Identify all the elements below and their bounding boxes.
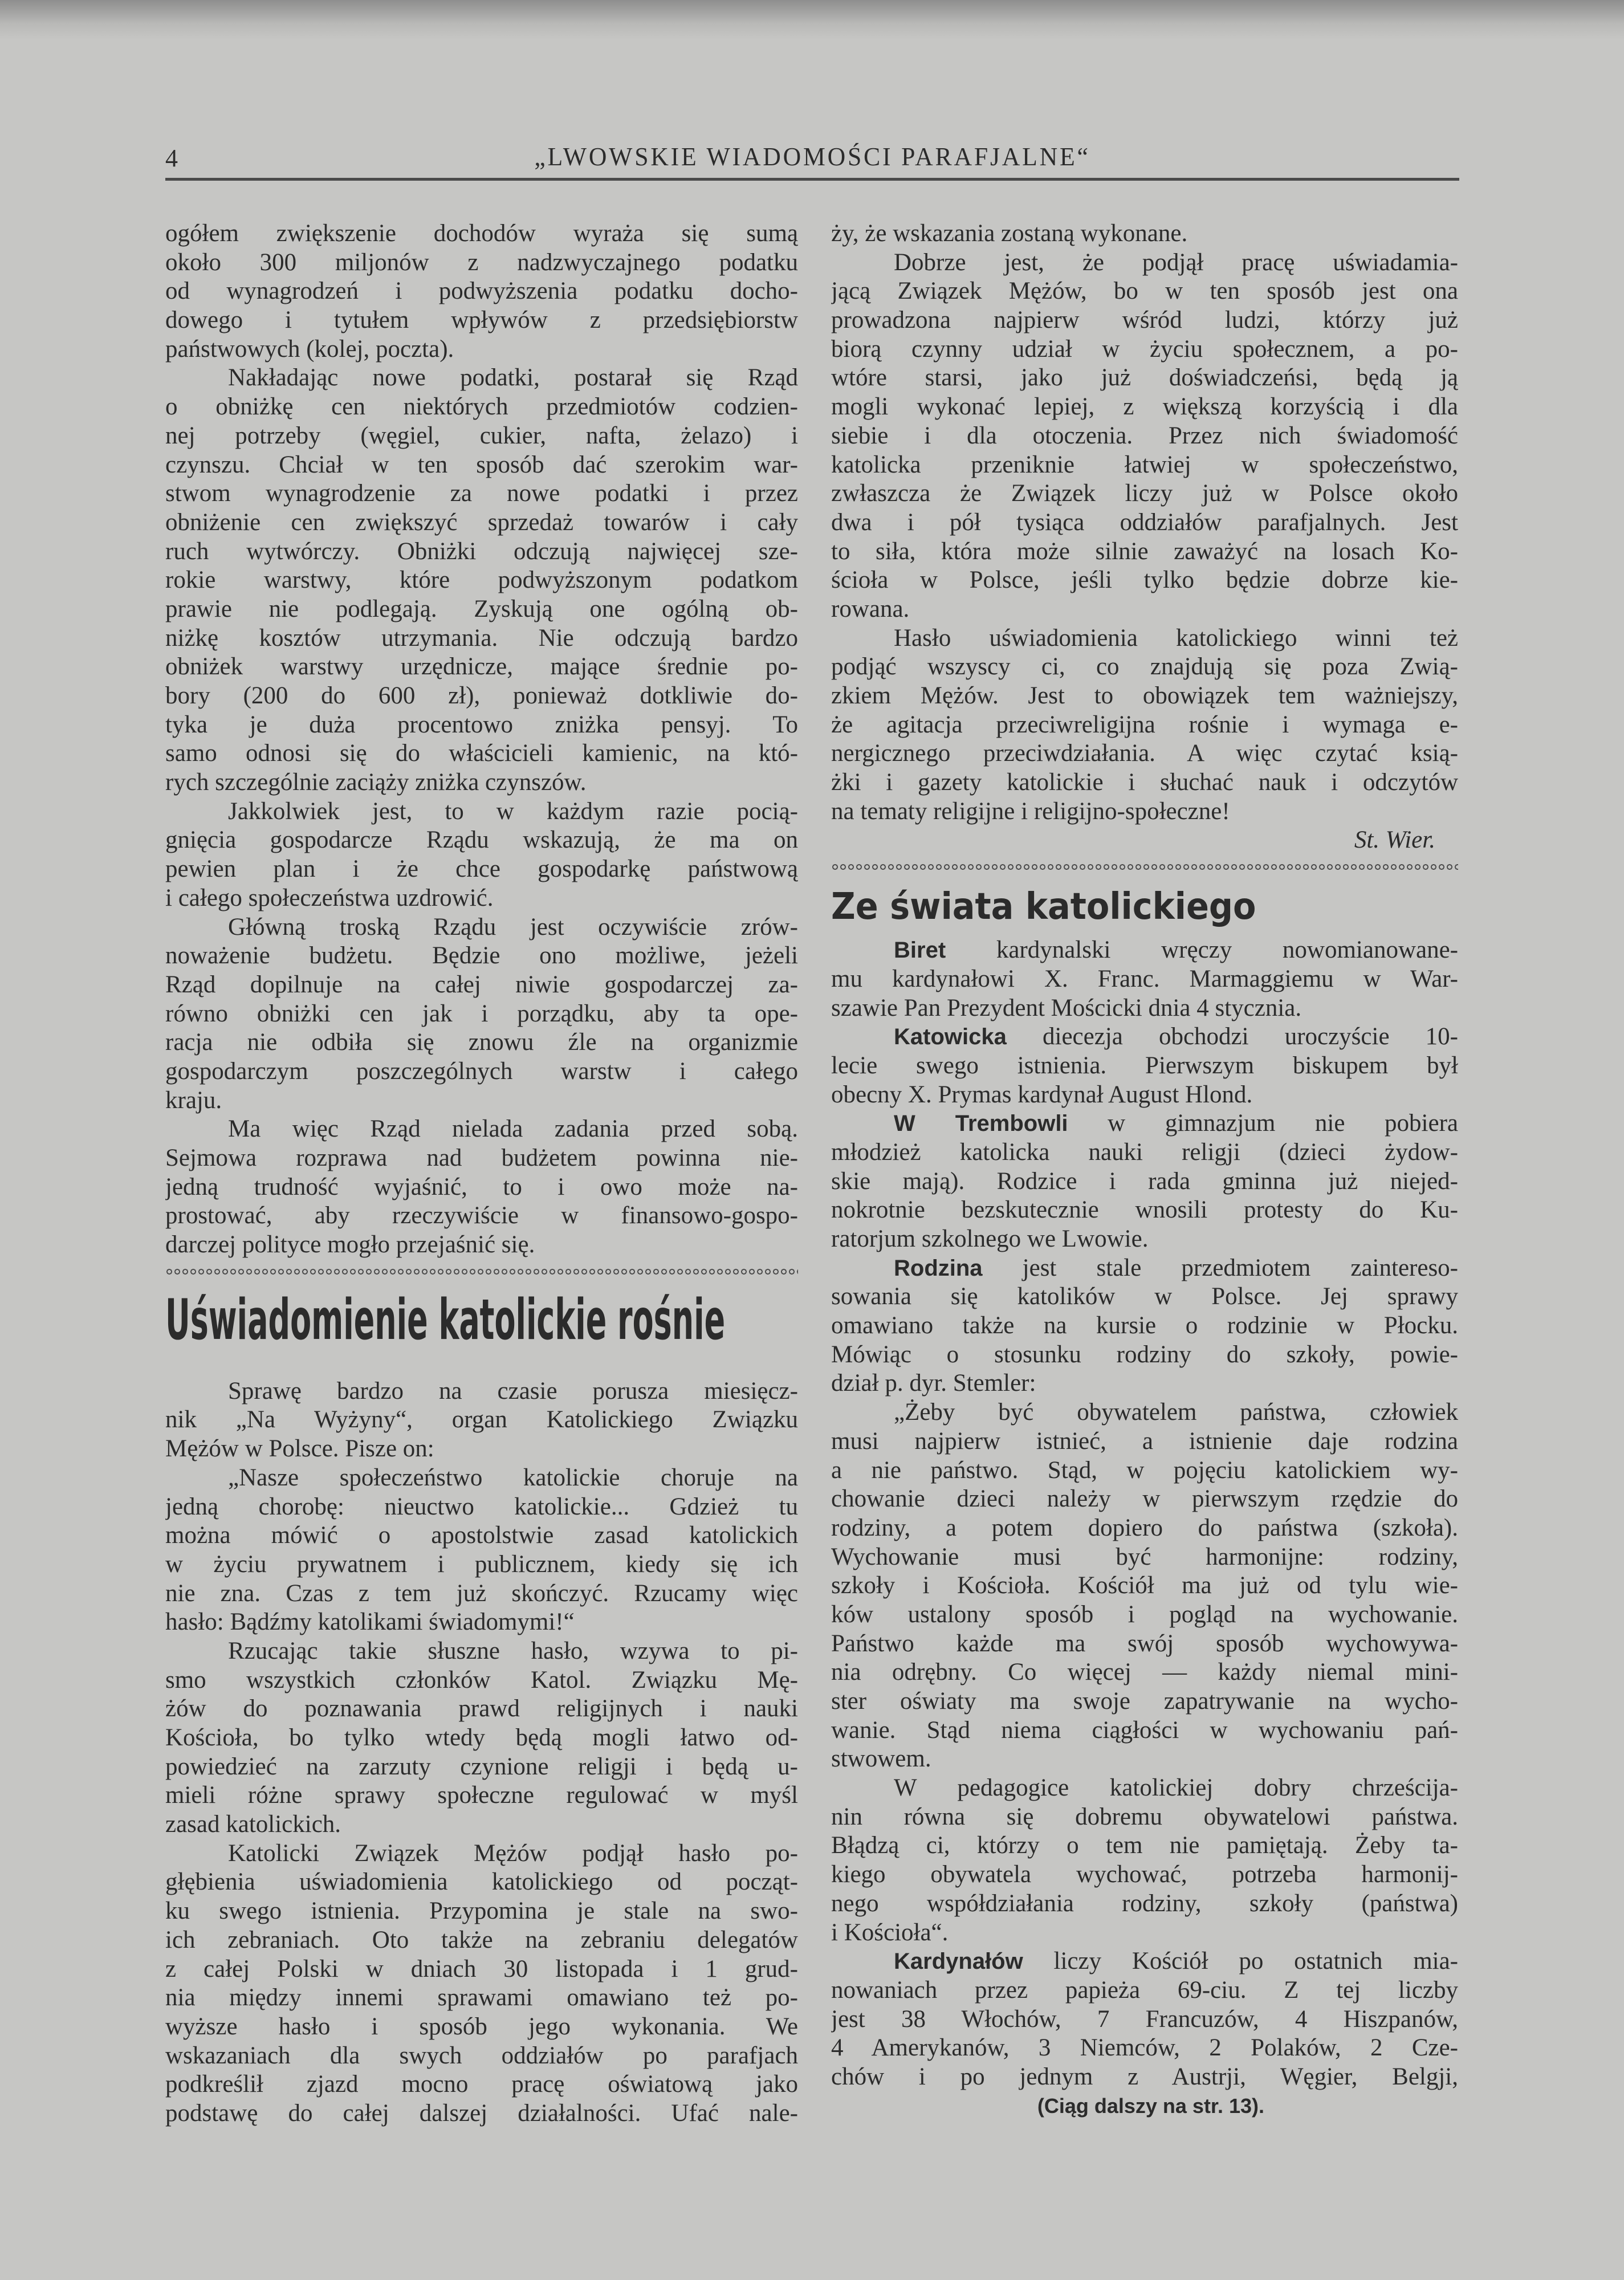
text-line xyxy=(831,994,1458,1023)
text-line xyxy=(831,768,1458,797)
text-line xyxy=(831,2005,1458,2034)
text-line xyxy=(165,711,798,740)
text-line xyxy=(165,451,798,480)
line-text: ich zebraniach. Oto także na zebraniu delegatów xyxy=(165,1926,798,1953)
text-line xyxy=(165,1666,798,1695)
bold-lead-word: Kardynałów xyxy=(894,1949,1023,1974)
line-text: ruch wytwórczy. Obniżki odczują najwięcej sze- xyxy=(165,538,798,565)
paragraph xyxy=(831,1254,1458,1398)
paragraph xyxy=(831,1774,1458,1947)
text-line xyxy=(831,277,1458,306)
line-text: „Nasze społeczeństwo katolickie choruje na xyxy=(228,1464,798,1491)
line-text: o obniżkę cen niektórych przedmiotów codzien- xyxy=(165,393,798,421)
text-line xyxy=(165,768,798,797)
paragraph xyxy=(165,219,798,364)
text-line xyxy=(165,1637,798,1666)
text-line xyxy=(831,249,1458,278)
line-text: zwłaszcza że Związek liczy już w Polsce około xyxy=(831,480,1458,507)
line-text: zkiem Mężów. Jest to obowiązek tem ważniejszy, xyxy=(831,682,1458,709)
line-text: Rząd dopilnuje na całej niwie gospodarczej za- xyxy=(165,971,798,998)
line-text: na tematy religijne i religijno-społeczne! xyxy=(831,797,1230,825)
paragraph xyxy=(165,1464,798,1637)
line-text: jest stale przedmiotem zaintereso- xyxy=(982,1254,1458,1281)
line-text: musi najpierw istnieć, a istnienie daje rodzina xyxy=(831,1427,1458,1455)
line-text: chów i po jednym z Austrji, Węgier, Belgji, xyxy=(831,2063,1458,2090)
line-text: i Kościoła“. xyxy=(831,1919,949,1946)
line-text: dwa i pół tysiąca oddziałów parafjalnych. Jest xyxy=(831,508,1458,536)
line-text: Katolicki Związek Mężów podjął hasło po- xyxy=(228,1839,798,1867)
text-line xyxy=(831,1976,1458,2005)
line-text: Kościoła, bo tylko wtedy będą mogli łatwo od- xyxy=(165,1724,798,1751)
text-line xyxy=(165,1810,798,1839)
text-line xyxy=(165,826,798,855)
text-line xyxy=(165,739,798,768)
line-text: mu kardynałowi X. Franc. Marmaggiemu w War- xyxy=(831,965,1458,992)
line-text: Błądzą ci, którzy o tem nie pamiętają. Żeby ta- xyxy=(831,1832,1458,1859)
text-line xyxy=(831,335,1458,364)
text-line xyxy=(831,451,1458,480)
text-line xyxy=(831,1831,1458,1860)
line-text: stwom wynagrodzenie za nowe podatki i przez xyxy=(165,480,798,507)
text-line xyxy=(831,1485,1458,1514)
line-text: nin równa się dobremu obywatelowi państwa. xyxy=(831,1803,1458,1830)
line-text: wanie. Stąd niema ciągłości w wychowaniu pań- xyxy=(831,1716,1458,1744)
text-line xyxy=(165,942,798,971)
line-text: od wynagrodzeń i podwyższenia podatku docho- xyxy=(165,278,798,305)
text-line xyxy=(165,1695,798,1724)
left-column xyxy=(165,219,798,2128)
text-line xyxy=(165,219,798,249)
bold-lead-word: Katowicka xyxy=(894,1024,1007,1050)
text-line xyxy=(831,1745,1458,1774)
line-text: obecny X. Prymas kardynał August Hlond. xyxy=(831,1081,1253,1108)
text-line xyxy=(831,1081,1458,1110)
line-text: liczy Kościół po ostatnich mia- xyxy=(1023,1948,1458,1975)
line-text: z całej Polski w dniach 30 listopada i 1 grud- xyxy=(165,1955,798,1982)
paragraph xyxy=(165,1637,798,1839)
line-text: wtóre starsi, jako już doświadczeńsi, będą ją xyxy=(831,364,1458,392)
text-line xyxy=(831,965,1458,994)
text-line xyxy=(165,1144,798,1173)
section-headline: Ze świata katolickiego xyxy=(831,886,1256,929)
text-line xyxy=(165,249,798,278)
text-line xyxy=(165,1984,798,2013)
line-text: nia odrębny. Co więcej — każdy niemal mini- xyxy=(831,1659,1458,1686)
paragraph xyxy=(831,1109,1458,1253)
text-line xyxy=(831,1947,1458,1976)
text-line xyxy=(831,1630,1458,1659)
text-line xyxy=(831,1138,1458,1167)
line-text: biorą czynny udział w życiu społecznem, a po- xyxy=(831,335,1458,363)
line-text: prawie nie podlegają. Zyskują one ogólną ob- xyxy=(165,595,798,622)
text-line xyxy=(165,422,798,451)
line-text: Główną troską Rządu jest oczywiście zrów- xyxy=(228,913,798,940)
text-line xyxy=(831,1109,1458,1138)
line-text: skie mają). Rodzice i rada gminna już niejed- xyxy=(831,1167,1458,1195)
text-line xyxy=(831,739,1458,768)
line-text: rowana. xyxy=(831,595,910,622)
text-line xyxy=(165,682,798,711)
text-line xyxy=(165,2013,798,2042)
text-line xyxy=(165,1000,798,1029)
line-text: Nakładając nowe podatki, postarał się Rząd xyxy=(228,364,798,392)
line-text: ogółem zwiększenie dochodów wyraża się sumą xyxy=(165,220,798,247)
line-text: dział p. dyr. Stemler: xyxy=(831,1370,1036,1397)
line-text: nowaniach przez papieża 69-ciu. Z tej liczby xyxy=(831,1976,1458,2004)
text-line xyxy=(165,1550,798,1579)
line-text: w gimnazjum nie pobiera xyxy=(1068,1110,1458,1137)
line-text: powiedzieć na zarzuty czynione religji i będą u- xyxy=(165,1753,798,1780)
text-line xyxy=(165,1377,798,1406)
text-line xyxy=(831,1167,1458,1196)
text-line xyxy=(165,1521,798,1550)
bold-lead-word: Biret xyxy=(894,938,946,963)
newspaper-title: „LWOWSKIE WIADOMOŚCI PARAFJALNE“ xyxy=(534,142,1090,171)
line-text: racja nie odbiła się znowu źle na organizmie xyxy=(165,1029,798,1056)
page-number: 4 xyxy=(165,144,178,172)
header-rule xyxy=(165,178,1459,181)
text-line xyxy=(165,393,798,422)
line-text: że agitacja przeciwreligijna rośnie i wymaga e- xyxy=(831,711,1458,738)
line-text: żki i gazety katolickie i słuchać nauk i odczytów xyxy=(831,769,1458,796)
text-line xyxy=(165,538,798,567)
text-line xyxy=(831,1398,1458,1427)
text-line xyxy=(165,1202,798,1231)
text-line xyxy=(165,1115,798,1144)
line-text: ku swego istnienia. Przypomina je stale na swo- xyxy=(165,1898,798,1925)
paragraph xyxy=(165,913,798,1115)
text-line xyxy=(165,653,798,682)
text-line xyxy=(831,1369,1458,1398)
text-line xyxy=(165,2042,798,2071)
line-text: Mówiąc o stosunku rodziny do szkoły, powie- xyxy=(831,1341,1458,1368)
line-text: a nie państwo. Stąd, w pojęciu katolickiem wy- xyxy=(831,1456,1458,1484)
line-text: mogli wykonać lepiej, z większą korzyścią i dla xyxy=(831,393,1458,421)
text-line xyxy=(831,1052,1458,1081)
text-line xyxy=(165,884,798,913)
text-line xyxy=(165,1724,798,1753)
text-line xyxy=(831,2063,1458,2092)
text-line xyxy=(165,479,798,508)
bold-lead-word: W Trembowli xyxy=(894,1111,1068,1137)
line-text: nokrotnie bezskutecznie wnosili protesty do Ku- xyxy=(831,1196,1458,1224)
line-text: jedną trudność wyjaśnić, to i owo może na- xyxy=(165,1173,798,1200)
text-line xyxy=(165,1464,798,1493)
line-text: diecezja obchodzi uroczyście 10- xyxy=(1006,1023,1458,1051)
text-line xyxy=(165,2070,798,2099)
line-text: Jakkolwiek jest, to w każdym razie pocią- xyxy=(228,797,798,825)
paragraph xyxy=(831,219,1458,249)
text-line xyxy=(831,1543,1458,1572)
line-text: szawie Pan Prezydent Mościcki dnia 4 stycznia. xyxy=(831,994,1302,1021)
line-text: kardynalski wręczy nowomianowane- xyxy=(946,937,1458,964)
paragraph xyxy=(165,1839,798,2128)
text-line xyxy=(831,682,1458,711)
line-text: zasad katolickich. xyxy=(165,1811,341,1838)
text-line xyxy=(831,508,1458,538)
line-text: dowego i tytułem wpływów z przedsiębiorstw xyxy=(165,307,798,334)
text-line xyxy=(165,1231,798,1260)
line-text: państwowych (kolej, poczta). xyxy=(165,335,454,363)
paragraph xyxy=(831,249,1458,624)
text-line xyxy=(831,1601,1458,1630)
line-text: ków ustalony sposób i pogląd na wychowanie. xyxy=(831,1601,1458,1628)
line-text: bory (200 do 600 zł), ponieważ dotkliwie do- xyxy=(165,682,798,709)
line-text: chowanie dzieci należy w pierwszym rzędzie do xyxy=(831,1485,1458,1513)
text-line xyxy=(831,653,1458,682)
line-text: ścioła w Polsce, jeśli tylko będzie dobrze kie- xyxy=(831,567,1458,594)
paragraph xyxy=(165,364,798,797)
text-line xyxy=(165,913,798,942)
text-line xyxy=(165,1579,798,1609)
text-line xyxy=(831,936,1458,965)
line-text: smo wszystkich członków Katol. Związku Mę- xyxy=(165,1666,798,1693)
line-text: prostować, aby rzeczywiście w finansowo-gospo- xyxy=(165,1202,798,1229)
text-line xyxy=(831,393,1458,422)
line-text: mieli różne sprawy społeczne regulować w myśl xyxy=(165,1782,798,1809)
line-text: sowania się katolików w Polsce. Jej sprawy xyxy=(831,1283,1458,1310)
text-line xyxy=(831,566,1458,595)
paragraph xyxy=(831,624,1458,826)
text-line xyxy=(831,1282,1458,1312)
text-line xyxy=(831,1687,1458,1716)
page-header xyxy=(165,137,1459,177)
line-text: rodziny, a potem dopiero do państwa (szkoła). xyxy=(831,1514,1458,1541)
line-text: prowadzona najpierw wśród ludzi, którzy już xyxy=(831,307,1458,334)
line-text: stwowem. xyxy=(831,1745,931,1773)
line-text: nego współdziałania rodziny, szkoły (państwa) xyxy=(831,1890,1458,1917)
line-text: to siła, która może silnie zaważyć na losach Ko- xyxy=(831,538,1458,565)
text-line xyxy=(831,797,1458,826)
text-line xyxy=(165,335,798,364)
line-text: czynszu. Chciał w ten sposób dać szerokim war- xyxy=(165,451,798,478)
text-line xyxy=(165,1435,798,1464)
line-text: tyka je duża procentowo zniżka pensyj. To xyxy=(165,711,798,738)
text-line xyxy=(165,1753,798,1782)
line-text: Sejmowa rozprawa nad budżetem powinna nie- xyxy=(165,1145,798,1171)
text-line xyxy=(831,595,1458,624)
line-text: omawiano także na kursie o rodzinie w Płocku. xyxy=(831,1312,1458,1339)
line-text: niżkę kosztów utrzymania. Nie odczują bardzo xyxy=(165,624,798,652)
text-line xyxy=(165,1608,798,1637)
text-line xyxy=(831,1919,1458,1948)
text-line xyxy=(831,364,1458,393)
text-line xyxy=(831,1254,1458,1283)
line-text: Rzucając takie słuszne hasło, wzywa to pi- xyxy=(228,1637,798,1664)
line-text: obniżek warstwy urzędnicze, mające średnie po- xyxy=(165,653,798,681)
text-line xyxy=(831,1341,1458,1370)
line-text: wskazaniach dla swych oddziałów po parafjach xyxy=(165,2042,798,2069)
line-text: Państwo każde ma swój sposób wychowywa- xyxy=(831,1630,1458,1657)
text-line xyxy=(165,1839,798,1868)
text-line xyxy=(831,1774,1458,1803)
line-text: Hasło uświadomienia katolickiego winni też xyxy=(894,624,1458,652)
line-text: noważenie budżetu. Będzie ono możliwe, jeżeli xyxy=(165,942,798,970)
ornamental-divider xyxy=(831,863,1458,871)
line-text: można mówić o apostolstwie zasad katolickich xyxy=(165,1522,798,1549)
line-text: kraju. xyxy=(165,1086,222,1114)
text-line xyxy=(165,364,798,393)
text-line xyxy=(165,971,798,1000)
text-line xyxy=(165,1955,798,1984)
line-text: i całego społeczeństwa uzdrowić. xyxy=(165,884,494,911)
paragraph xyxy=(831,1947,1458,2091)
text-line xyxy=(165,595,798,624)
text-line xyxy=(831,1571,1458,1601)
line-text: głębienia uświadomienia katolickiego od począt- xyxy=(165,1868,798,1896)
text-line xyxy=(831,219,1458,249)
line-text: jest 38 Włochów, 7 Francuzów, 4 Hiszpanów, xyxy=(831,2005,1458,2033)
line-text: darczej polityce mogło przejaśnić się. xyxy=(165,1231,535,1259)
paragraph xyxy=(831,936,1458,1023)
scan-top-edge xyxy=(0,0,1624,40)
paragraph xyxy=(165,1377,798,1464)
text-line xyxy=(831,1427,1458,1456)
text-line xyxy=(831,1860,1458,1890)
text-line xyxy=(165,1926,798,1955)
right-column xyxy=(831,219,1458,2120)
text-line xyxy=(831,479,1458,508)
text-line xyxy=(831,1225,1458,1254)
text-line xyxy=(165,624,798,653)
text-line xyxy=(165,1781,798,1810)
text-line xyxy=(831,624,1458,653)
line-text: równo obniżki cen jak i porządku, aby ta ope- xyxy=(165,1000,798,1027)
ornamental-divider xyxy=(165,1268,798,1276)
text-line xyxy=(165,306,798,335)
text-line xyxy=(831,1803,1458,1832)
text-line xyxy=(831,538,1458,567)
article-headline: Uświadomienie katolickie rośnie xyxy=(165,1287,726,1353)
line-text: samo odnosi się do właścicieli kamienic, na któ- xyxy=(165,740,798,767)
line-text: Dobrze jest, że podjął pracę uświadamia- xyxy=(894,249,1458,276)
text-line xyxy=(831,1312,1458,1341)
line-text: nik „Na Wyżyny“, organ Katolickiego Związku xyxy=(165,1406,798,1434)
line-text: W pedagogice katolickiej dobry chrześcija- xyxy=(894,1774,1458,1802)
line-text: Sprawę bardzo na czasie porusza miesięcz- xyxy=(228,1377,798,1404)
text-line xyxy=(831,711,1458,740)
line-text: podjąć wszyscy ci, co znajdują się poza Zwią- xyxy=(831,653,1458,681)
text-line xyxy=(831,1716,1458,1745)
text-line xyxy=(831,2034,1458,2063)
line-text: rokie warstwy, które podwyższonym podatkom xyxy=(165,567,798,594)
text-line xyxy=(831,1196,1458,1225)
line-text: młodzież katolicka nauki religji (dzieci żydow- xyxy=(831,1138,1458,1166)
line-text: nia między innemi sprawami omawiano też po- xyxy=(165,1984,798,2012)
text-line xyxy=(165,2099,798,2128)
text-line xyxy=(165,566,798,595)
line-text: gnięcia gospodarcze Rządu wskazują, że ma on xyxy=(165,826,798,854)
line-text: ratorjum szkolnego we Lwowie. xyxy=(831,1226,1149,1252)
line-text: jącą Związek Mężów, bo w ten sposób jest ona xyxy=(831,278,1458,305)
text-line xyxy=(165,1406,798,1435)
line-text: katolicka przeniknie łatwiej w społeczeństwo, xyxy=(831,451,1458,478)
text-line xyxy=(165,508,798,538)
line-text: nej potrzeby (węgiel, cukier, nafta, żelazo) i xyxy=(165,422,798,449)
text-line xyxy=(831,1514,1458,1543)
line-text: nie zna. Czas z tem już skończyć. Rzucamy więc xyxy=(165,1579,798,1607)
line-text: około 300 miljonów z nadzwyczajnego podatku xyxy=(165,249,798,276)
text-line xyxy=(165,1868,798,1897)
line-text: podkreślił zjazd mocno pracę oświatową jako xyxy=(165,2071,798,2098)
text-line xyxy=(831,1890,1458,1919)
line-text: wyższe hasło i sposób jego wykonania. We xyxy=(165,2013,798,2040)
line-text: nergicznego przeciwdziałania. A więc czytać ksią- xyxy=(831,740,1458,767)
line-text: szkoły i Kościoła. Kościół ma już od tylu wie- xyxy=(831,1572,1458,1599)
text-line xyxy=(165,1028,798,1057)
text-line xyxy=(165,1057,798,1086)
text-line xyxy=(831,1658,1458,1687)
paragraph xyxy=(831,1023,1458,1109)
line-text: hasło: Bądźmy katolikami świadomymi!“ xyxy=(165,1609,575,1636)
line-text: rych szczególnie zaciąży zniżka czynszów. xyxy=(165,769,587,796)
paragraph xyxy=(831,1398,1458,1774)
text-line xyxy=(165,797,798,826)
paragraph xyxy=(165,1115,798,1259)
line-text: siebie i dla otoczenia. Przez nich świadomość xyxy=(831,422,1458,449)
line-text: ży, że wskazania zostaną wykonane. xyxy=(831,220,1188,247)
line-text: „Żeby być obywatelem państwa, człowiek xyxy=(894,1399,1458,1426)
text-line xyxy=(165,855,798,884)
line-text: w życiu prywatnem i publicznem, kiedy się ich xyxy=(165,1550,798,1578)
continued-on-note: (Ciąg dalszy na str. 13). xyxy=(1037,2094,1264,2118)
bold-lead-word: Rodzina xyxy=(894,1255,983,1281)
text-line xyxy=(831,422,1458,451)
line-text: pewien plan i że chce gospodarkę państwową xyxy=(165,856,798,883)
line-text: kiego obywatela wychować, potrzeba harmonij- xyxy=(831,1861,1458,1888)
line-text: ster oświaty ma swoje zapatrywanie na wycho- xyxy=(831,1688,1458,1715)
line-text: 4 Amerykanów, 3 Niemców, 2 Polaków, 2 Cze- xyxy=(831,2034,1458,2062)
line-text: Mężów w Polsce. Pisze on: xyxy=(165,1435,434,1463)
line-text: Ma więc Rząd nielada zadania przed sobą. xyxy=(228,1115,798,1143)
paragraph xyxy=(165,797,798,913)
text-line xyxy=(831,1456,1458,1485)
text-line xyxy=(165,1493,798,1522)
line-text: gospodarczym poszczególnych warstw i całego xyxy=(165,1057,798,1085)
text-line xyxy=(165,277,798,306)
author-signature: St. Wier. xyxy=(1354,826,1435,854)
line-text: obniżenie cen zwiększyć sprzedaż towarów i cały xyxy=(165,508,798,536)
line-text: jedną chorobę: nieuctwo katolickie... Gdzież tu xyxy=(165,1493,798,1520)
line-text: lecie swego istnienia. Pierwszym biskupem był xyxy=(831,1052,1458,1079)
line-text: Wychowanie musi być harmonijne: rodziny, xyxy=(831,1543,1458,1570)
line-text: żów do poznawania prawd religijnych i nauki xyxy=(165,1695,798,1723)
text-line xyxy=(831,306,1458,335)
text-line xyxy=(165,1173,798,1202)
line-text: podstawę do całej dalszej działalności. Ufać nale- xyxy=(165,2099,798,2127)
text-line xyxy=(165,1086,798,1115)
text-line xyxy=(165,1897,798,1926)
text-line xyxy=(831,1023,1458,1052)
